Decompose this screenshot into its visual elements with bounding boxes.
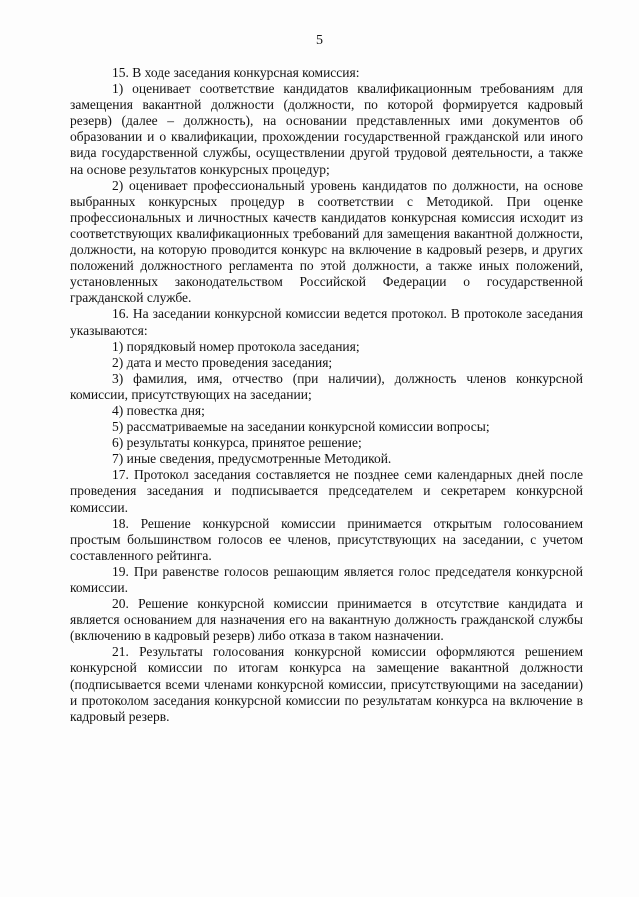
paragraph-16-item-5: 5) рассматриваемые на заседании конкурсной комиссии вопросы; xyxy=(112,419,490,435)
paragraph-15-item-2: 2) оценивает профессиональный уровень кандидатов по должности, на основе выбранных конкурсных процедур в соответствии с Методикой. При оценке профессиональных и личностных качеств кандидатов конкурсная комиссия исходит из соответствующих квалификационных требований для замещения вакантной должности, должности, на которую проводится конкурс на включение в кадровый резерв, и других положений должностного регламента по этой должности, а также иных положений, установленных законодательством Российской Федерации о государственной гражданской службе. xyxy=(70,177,583,306)
paragraph-17: 17. Протокол заседания составляется не позднее семи календарных дней после проведения заседания и подписывается председателем и секретарем конкурсной комиссии. xyxy=(70,467,583,515)
paragraph-16-item-3: 3) фамилия, имя, отчество (при наличии), должность членов конкурсной комиссии, присутствующих на заседании; xyxy=(70,370,583,402)
paragraph-21: 21. Результаты голосования конкурсной комиссии оформляются решением конкурсной комиссии по итогам конкурса на замещение вакантной должности (подписывается всеми членами конкурсной комиссии, присутствующими на заседании) и протоколом заседания конкурсной комиссии по результатам конкурса на включение в кадровый резерв. xyxy=(70,644,583,724)
paragraph-20: 20. Решение конкурсной комиссии принимается в отсутствие кандидата и является основанием для назначения его на вакантную должность гражданской службы (включению в кадровый резерв) либо отказа в таком назначении. xyxy=(70,596,583,644)
paragraph-16-item-7: 7) иные сведения, предусмотренные Методикой. xyxy=(112,451,392,467)
paragraph-15-intro: 15. В ходе заседания конкурсная комиссия: xyxy=(112,65,360,80)
page-number: 5 xyxy=(316,33,323,48)
document-body xyxy=(70,65,583,725)
paragraph-16-item-1: 1) порядковый номер протокола заседания; xyxy=(112,338,360,354)
paragraph-18: 18. Решение конкурсной комиссии принимается открытым голосованием простым большинством голосов ее членов, присутствующих на заседании, с учетом составленного рейтинга. xyxy=(70,515,583,563)
paragraph-19: 19. При равенстве голосов решающим является голос председателя конкурсной комиссии. xyxy=(70,563,583,595)
paragraph-16-item-6: 6) результаты конкурса, принятое решение; xyxy=(112,435,362,451)
paragraph-15-item-1: 1) оценивает соответствие кандидатов квалификационным требованиям для замещения вакантной должности (должности, по которой формируется кадровый резерв) (далее – должность), на основании представленных ими документов об образовании и о квалификации, прохождении государственной гражданской или иного вида государственной службы, осуществлении другой трудовой деятельности, а также на основе результатов конкурсных процедур; xyxy=(70,81,583,177)
paragraph-16-intro: 16. На заседании конкурсной комиссии ведется протокол. В протоколе заседания указываются: xyxy=(70,306,583,338)
paragraph-16-item-2: 2) дата и место проведения заседания; xyxy=(112,354,333,370)
paragraph-16-item-4: 4) повестка дня; xyxy=(112,402,205,418)
